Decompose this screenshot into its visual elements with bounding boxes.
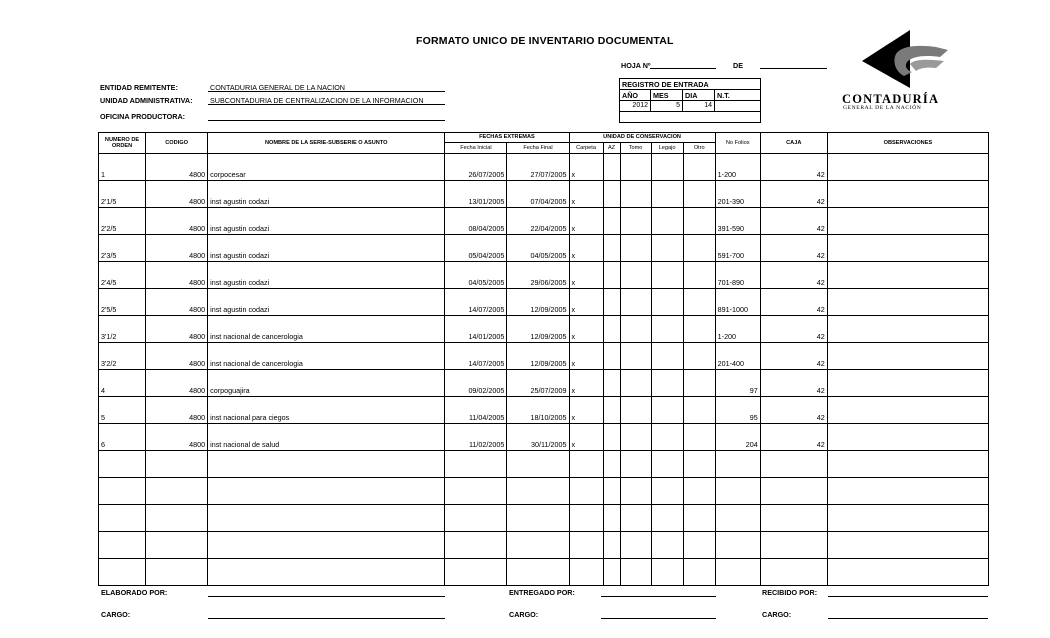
tomo-cell[interactable]: [620, 478, 651, 505]
col-numero-orden: NUMERO DE ORDEN: [99, 133, 146, 154]
tomo-cell: [620, 262, 651, 289]
observaciones-cell[interactable]: [827, 505, 988, 532]
col-carpeta: Carpeta: [569, 143, 603, 154]
observaciones-cell: [827, 370, 988, 397]
legajo-cell: [651, 289, 683, 316]
orden-cell: 6: [99, 424, 146, 451]
legajo-cell: [651, 397, 683, 424]
fecha-final-cell: 12/09/2005: [507, 289, 569, 316]
fecha-final-cell[interactable]: [507, 451, 569, 478]
caja-cell: 42: [760, 343, 827, 370]
folios-cell: 1-200: [715, 154, 760, 181]
caja-cell[interactable]: [760, 532, 827, 559]
fecha-inicial-cell: 11/02/2005: [445, 424, 507, 451]
col-legajo: Legajo: [651, 143, 683, 154]
empty-table-row: [99, 532, 989, 559]
otro-cell: [683, 208, 715, 235]
observaciones-cell[interactable]: [827, 451, 988, 478]
observaciones-cell: [827, 181, 988, 208]
tomo-cell: [620, 397, 651, 424]
entidad-value: CONTADURIA GENERAL DE LA NACION: [210, 83, 345, 92]
tomo-cell[interactable]: [620, 451, 651, 478]
codigo-cell[interactable]: [146, 451, 208, 478]
caja-cell[interactable]: [760, 478, 827, 505]
folios-cell: 391-590: [715, 208, 760, 235]
dia-value: 14: [683, 101, 715, 112]
inventory-table: [98, 132, 989, 586]
oficina-field[interactable]: [208, 111, 445, 121]
tomo-cell: [620, 289, 651, 316]
carpeta-cell: x: [569, 289, 603, 316]
codigo-cell[interactable]: [146, 505, 208, 532]
az-cell: [603, 208, 620, 235]
inventory-table-body: [99, 154, 989, 586]
legajo-cell: [651, 316, 683, 343]
col-unidad-conservacion: UNIDAD DE CONSERVACION: [569, 133, 715, 143]
folios-cell: 201-390: [715, 181, 760, 208]
orden-cell: 1: [99, 154, 146, 181]
fecha-final-cell[interactable]: [507, 505, 569, 532]
observaciones-cell: [827, 154, 988, 181]
fecha-final-cell: 30/11/2005: [507, 424, 569, 451]
codigo-cell: 4800: [146, 208, 208, 235]
logo-name: CONTADURÍA: [842, 92, 940, 106]
az-cell: [603, 370, 620, 397]
tomo-cell: [620, 235, 651, 262]
nombre-cell: inst nacional de cancerologia: [208, 343, 445, 370]
legajo-cell[interactable]: [651, 532, 683, 559]
tomo-cell: [620, 154, 651, 181]
nombre-cell: inst agustin codazi: [208, 181, 445, 208]
orden-cell: 2'3/5: [99, 235, 146, 262]
caja-cell: 42: [760, 370, 827, 397]
codigo-cell: 4800: [146, 154, 208, 181]
codigo-cell[interactable]: [146, 532, 208, 559]
carpeta-cell: x: [569, 262, 603, 289]
tomo-cell: [620, 343, 651, 370]
nombre-cell[interactable]: [208, 478, 445, 505]
otro-cell[interactable]: [683, 505, 715, 532]
otro-cell: [683, 154, 715, 181]
caja-cell: 42: [760, 262, 827, 289]
table-row: [99, 316, 989, 343]
tomo-cell: [620, 208, 651, 235]
otro-cell: [683, 424, 715, 451]
carpeta-cell: x: [569, 397, 603, 424]
cargo-field-3[interactable]: [828, 609, 988, 619]
nombre-cell: inst nacional para ciegos: [208, 397, 445, 424]
az-cell: [603, 424, 620, 451]
orden-cell[interactable]: [99, 451, 146, 478]
observaciones-cell: [827, 208, 988, 235]
legajo-cell: [651, 424, 683, 451]
contaduria-logo-icon: [840, 28, 970, 90]
folios-cell: 891-1000: [715, 289, 760, 316]
fecha-final-cell: 29/06/2005: [507, 262, 569, 289]
elaborado-label: ELABORADO POR:: [101, 588, 168, 597]
orden-cell: 3'1/2: [99, 316, 146, 343]
legajo-cell: [651, 262, 683, 289]
az-cell: [603, 235, 620, 262]
fecha-final-cell[interactable]: [507, 532, 569, 559]
cargo-label-2: CARGO:: [509, 610, 539, 619]
fecha-final-cell: 27/07/2005: [507, 154, 569, 181]
caja-cell: 42: [760, 316, 827, 343]
az-cell[interactable]: [603, 478, 620, 505]
fecha-final-cell: 04/05/2005: [507, 235, 569, 262]
cargo-field-1[interactable]: [208, 609, 445, 619]
codigo-cell: 4800: [146, 343, 208, 370]
table-row: [99, 289, 989, 316]
caja-cell: 42: [760, 397, 827, 424]
fecha-inicial-cell: 13/01/2005: [445, 181, 507, 208]
fecha-final-cell: 25/07/2009: [507, 370, 569, 397]
entregado-field[interactable]: [601, 587, 716, 597]
fecha-final-cell: 18/10/2005: [507, 397, 569, 424]
orden-cell: 2'1/5: [99, 181, 146, 208]
unidad-value: SUBCONTADURIA DE CENTRALIZACION DE LA INFORMACION: [210, 96, 424, 105]
otro-cell: [683, 235, 715, 262]
az-cell: [603, 316, 620, 343]
empty-table-row: [99, 505, 989, 532]
fecha-final-cell[interactable]: [507, 559, 569, 586]
legajo-cell: [651, 208, 683, 235]
nombre-cell: inst nacional de salud: [208, 424, 445, 451]
folios-cell[interactable]: [715, 478, 760, 505]
caja-cell[interactable]: [760, 451, 827, 478]
orden-cell: 2'5/5: [99, 289, 146, 316]
nombre-cell: corpocesar: [208, 154, 445, 181]
codigo-cell: 4800: [146, 262, 208, 289]
folios-cell: 97: [715, 370, 760, 397]
cargo-field-2[interactable]: [601, 609, 716, 619]
otro-cell: [683, 397, 715, 424]
carpeta-cell[interactable]: [569, 478, 603, 505]
empty-table-row: [99, 451, 989, 478]
caja-cell[interactable]: [760, 559, 827, 586]
table-row: [99, 235, 989, 262]
fecha-inicial-cell[interactable]: [445, 451, 507, 478]
col-fecha-inicial: Fecha Inicial: [445, 143, 507, 154]
de-field[interactable]: [760, 60, 827, 69]
registro-entrada-box: [619, 78, 761, 123]
fecha-inicial-cell[interactable]: [445, 505, 507, 532]
de-label: DE: [733, 61, 743, 70]
carpeta-cell: x: [569, 343, 603, 370]
table-row: [99, 262, 989, 289]
az-cell: [603, 289, 620, 316]
otro-cell: [683, 181, 715, 208]
table-row: [99, 208, 989, 235]
otro-cell: [683, 370, 715, 397]
codigo-cell: 4800: [146, 424, 208, 451]
col-caja: CAJA: [760, 133, 827, 154]
recibido-label: RECIBIDO POR:: [762, 588, 818, 597]
codigo-cell: 4800: [146, 289, 208, 316]
elaborado-field[interactable]: [208, 587, 445, 597]
caja-cell: 42: [760, 424, 827, 451]
nombre-cell: inst nacional de cancerologia: [208, 316, 445, 343]
orden-cell: 5: [99, 397, 146, 424]
fecha-inicial-cell[interactable]: [445, 478, 507, 505]
fecha-final-cell: 07/04/2005: [507, 181, 569, 208]
folios-cell: 591-700: [715, 235, 760, 262]
fecha-final-cell: 12/09/2005: [507, 316, 569, 343]
unidad-label: UNIDAD ADMINISTRATIVA:: [100, 96, 193, 105]
fecha-inicial-cell: 11/04/2005: [445, 397, 507, 424]
ano-label: AÑO: [620, 90, 651, 101]
fecha-inicial-cell: 08/04/2005: [445, 208, 507, 235]
folios-cell: 1-200: [715, 316, 760, 343]
orden-cell: 2'4/5: [99, 262, 146, 289]
mes-label: MES: [651, 90, 683, 101]
caja-cell: 42: [760, 181, 827, 208]
carpeta-cell[interactable]: [569, 505, 603, 532]
observaciones-cell: [827, 316, 988, 343]
otro-cell: [683, 343, 715, 370]
oficina-label: OFICINA PRODUCTORA:: [100, 112, 186, 121]
nombre-cell[interactable]: [208, 532, 445, 559]
orden-cell[interactable]: [99, 532, 146, 559]
fecha-inicial-cell: 05/04/2005: [445, 235, 507, 262]
otro-cell: [683, 262, 715, 289]
otro-cell[interactable]: [683, 451, 715, 478]
legajo-cell[interactable]: [651, 559, 683, 586]
fecha-inicial-cell[interactable]: [445, 559, 507, 586]
carpeta-cell: x: [569, 370, 603, 397]
cargo-label-1: CARGO:: [101, 610, 131, 619]
az-cell[interactable]: [603, 505, 620, 532]
otro-cell[interactable]: [683, 532, 715, 559]
orden-cell: 3'2/2: [99, 343, 146, 370]
fecha-inicial-cell: 14/07/2005: [445, 289, 507, 316]
carpeta-cell[interactable]: [569, 559, 603, 586]
col-fecha-final: Fecha Final: [507, 143, 569, 154]
folios-cell: 201-400: [715, 343, 760, 370]
az-cell[interactable]: [603, 559, 620, 586]
empty-table-row: [99, 559, 989, 586]
entidad-underline: [208, 82, 445, 92]
az-cell[interactable]: [603, 532, 620, 559]
fecha-inicial-cell: 14/01/2005: [445, 316, 507, 343]
folios-cell: 204: [715, 424, 760, 451]
nombre-cell: inst agustin codazi: [208, 235, 445, 262]
carpeta-cell: x: [569, 208, 603, 235]
legajo-cell: [651, 154, 683, 181]
codigo-cell: 4800: [146, 181, 208, 208]
table-row: [99, 424, 989, 451]
table-row: [99, 181, 989, 208]
nombre-cell: corpoguajira: [208, 370, 445, 397]
tomo-cell: [620, 316, 651, 343]
col-fechas-extremas: FECHAS EXTREMAS: [445, 133, 569, 143]
fecha-inicial-cell: 14/07/2005: [445, 343, 507, 370]
legajo-cell: [651, 181, 683, 208]
legajo-cell[interactable]: [651, 478, 683, 505]
az-cell: [603, 397, 620, 424]
cargo-label-3: CARGO:: [762, 610, 792, 619]
az-cell: [603, 154, 620, 181]
otro-cell: [683, 289, 715, 316]
mes-value: 5: [651, 101, 683, 112]
page-title: FORMATO UNICO DE INVENTARIO DOCUMENTAL: [416, 35, 674, 47]
carpeta-cell: x: [569, 154, 603, 181]
tomo-cell: [620, 370, 651, 397]
col-otro: Otro: [683, 143, 715, 154]
nombre-cell: inst agustin codazi: [208, 208, 445, 235]
tomo-cell: [620, 181, 651, 208]
folios-cell[interactable]: [715, 451, 760, 478]
table-row: [99, 397, 989, 424]
caja-cell[interactable]: [760, 505, 827, 532]
az-cell: [603, 343, 620, 370]
az-cell: [603, 181, 620, 208]
unidad-underline: [208, 95, 445, 105]
carpeta-cell: x: [569, 235, 603, 262]
col-nombre: NOMBRE DE LA SERIE-SUBSERIE O ASUNTO: [208, 133, 445, 154]
az-cell[interactable]: [603, 451, 620, 478]
codigo-cell: 4800: [146, 316, 208, 343]
empty-table-row: [99, 478, 989, 505]
recibido-field[interactable]: [828, 587, 988, 597]
observaciones-cell: [827, 262, 988, 289]
observaciones-cell[interactable]: [827, 478, 988, 505]
observaciones-cell: [827, 289, 988, 316]
otro-cell[interactable]: [683, 559, 715, 586]
col-tomo: Tomo: [620, 143, 651, 154]
codigo-cell: 4800: [146, 397, 208, 424]
caja-cell: 42: [760, 235, 827, 262]
codigo-cell[interactable]: [146, 478, 208, 505]
carpeta-cell[interactable]: [569, 532, 603, 559]
carpeta-cell: x: [569, 424, 603, 451]
observaciones-cell: [827, 397, 988, 424]
nt-value: [715, 101, 760, 112]
caja-cell: 42: [760, 154, 827, 181]
fecha-final-cell: 22/04/2005: [507, 208, 569, 235]
folios-cell: 95: [715, 397, 760, 424]
dia-label: DIA: [683, 90, 715, 101]
codigo-cell: 4800: [146, 235, 208, 262]
table-row: [99, 343, 989, 370]
orden-cell: 2'2/5: [99, 208, 146, 235]
carpeta-cell: x: [569, 181, 603, 208]
nombre-cell[interactable]: [208, 451, 445, 478]
legajo-cell: [651, 235, 683, 262]
legajo-cell[interactable]: [651, 451, 683, 478]
legajo-cell: [651, 370, 683, 397]
nombre-cell: inst agustin codazi: [208, 289, 445, 316]
nombre-cell[interactable]: [208, 505, 445, 532]
fecha-inicial-cell[interactable]: [445, 532, 507, 559]
col-az: AZ: [603, 143, 620, 154]
fecha-final-cell: 12/09/2005: [507, 343, 569, 370]
orden-cell[interactable]: [99, 505, 146, 532]
az-cell: [603, 262, 620, 289]
folios-cell[interactable]: [715, 559, 760, 586]
codigo-cell: 4800: [146, 370, 208, 397]
codigo-cell[interactable]: [146, 559, 208, 586]
contaduria-logo: [840, 28, 970, 118]
tomo-cell[interactable]: [620, 505, 651, 532]
col-folios: No Folios: [715, 133, 760, 154]
tomo-cell[interactable]: [620, 559, 651, 586]
folios-cell[interactable]: [715, 532, 760, 559]
observaciones-cell: [827, 343, 988, 370]
observaciones-cell: [827, 424, 988, 451]
table-row: [99, 154, 989, 181]
orden-cell[interactable]: [99, 559, 146, 586]
observaciones-cell[interactable]: [827, 559, 988, 586]
legajo-cell: [651, 343, 683, 370]
orden-cell: 4: [99, 370, 146, 397]
tomo-cell: [620, 424, 651, 451]
ano-value: 2012: [620, 101, 651, 112]
fecha-inicial-cell: 04/05/2005: [445, 262, 507, 289]
nt-label: N.T.: [715, 90, 760, 101]
hoja-label: HOJA Nº: [621, 61, 651, 70]
carpeta-cell[interactable]: [569, 451, 603, 478]
entregado-label: ENTREGADO POR:: [509, 588, 575, 597]
registro-title: REGISTRO DE ENTRADA: [620, 79, 760, 90]
fecha-inicial-cell: 26/07/2005: [445, 154, 507, 181]
nombre-cell[interactable]: [208, 559, 445, 586]
orden-cell[interactable]: [99, 478, 146, 505]
otro-cell[interactable]: [683, 478, 715, 505]
observaciones-cell[interactable]: [827, 532, 988, 559]
caja-cell: 42: [760, 208, 827, 235]
carpeta-cell: x: [569, 316, 603, 343]
folios-cell: 701-890: [715, 262, 760, 289]
tomo-cell[interactable]: [620, 532, 651, 559]
col-observaciones: OBSERVACIONES: [827, 133, 988, 154]
table-row: [99, 370, 989, 397]
fecha-inicial-cell: 09/02/2005: [445, 370, 507, 397]
nombre-cell: inst agustin codazi: [208, 262, 445, 289]
col-codigo: CODIGO: [146, 133, 208, 154]
observaciones-cell: [827, 235, 988, 262]
folios-cell[interactable]: [715, 505, 760, 532]
fecha-final-cell[interactable]: [507, 478, 569, 505]
caja-cell: 42: [760, 289, 827, 316]
entidad-label: ENTIDAD REMITENTE:: [100, 83, 178, 92]
otro-cell: [683, 316, 715, 343]
logo-subtitle: GENERAL DE LA NACIÓN: [843, 105, 922, 111]
legajo-cell[interactable]: [651, 505, 683, 532]
hoja-field[interactable]: [650, 60, 716, 69]
